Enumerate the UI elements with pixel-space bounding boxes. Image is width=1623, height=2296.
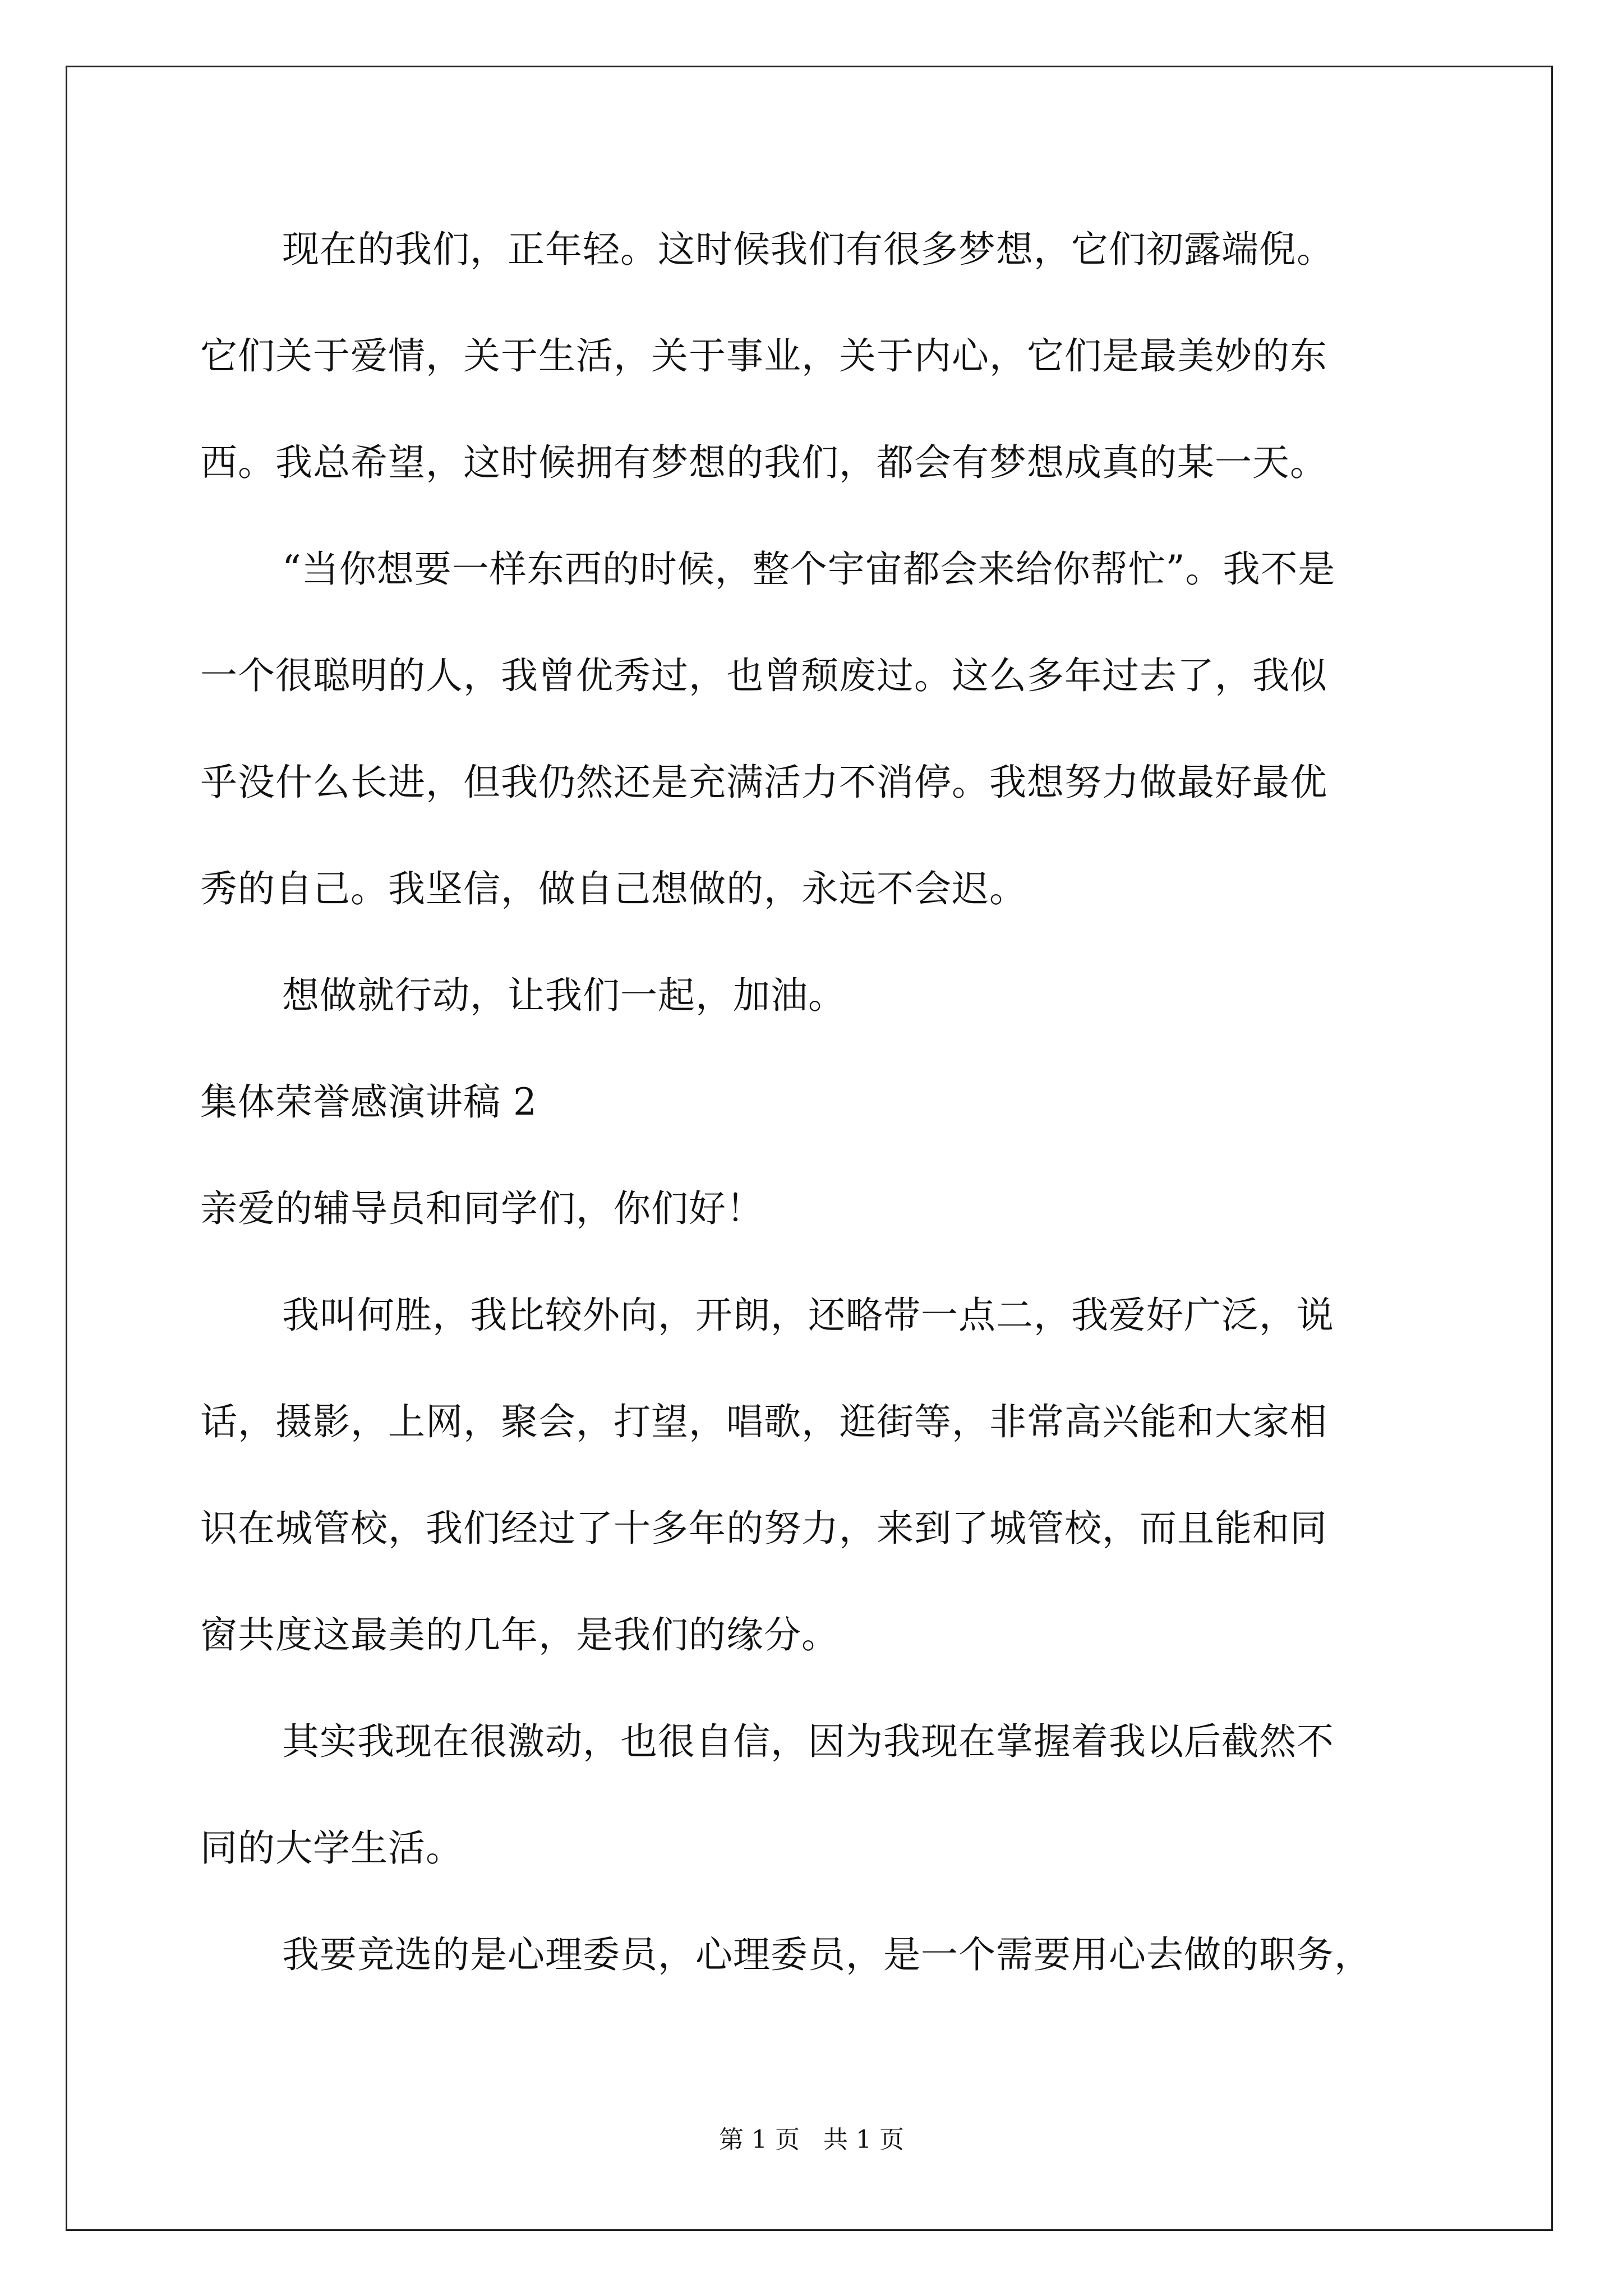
text-line: 秀的自己。我坚信，做自己想做的，永远不会迟。 (200, 867, 1027, 910)
text-line: 我要竞选的是心理委员，心理委员，是一个需要用心去做的职务， (282, 1933, 1372, 1976)
text-line: 西。我总希望，这时候拥有梦想的我们，都会有梦想成真的某一天。 (200, 441, 1327, 484)
section-heading: 集体荣誉感演讲稿 2 (200, 1080, 537, 1124)
text-line: 一个很聪明的人，我曾优秀过，也曾颓废过。这么多年过去了，我似 (200, 654, 1327, 697)
text-line: 想做就行动，让我们一起，加油。 (282, 974, 846, 1017)
text-line: 它们关于爱情，关于生活，关于事业，关于内心，它们是最美妙的东 (200, 334, 1327, 378)
salutation: 亲爱的辅导员和同学们，你们好！ (200, 1187, 764, 1230)
text-line: 我叫何胜，我比较外向，开朗，还略带一点二，我爱好广泛，说 (282, 1294, 1334, 1337)
text-line: 话，摄影，上网，聚会，打望，唱歌，逛街等，非常高兴能和大家相 (200, 1400, 1327, 1443)
page-border (66, 66, 1553, 2231)
text-line: “当你想要一样东西的时候，整个宇宙都会来给你帮忙”。我不是 (282, 547, 1336, 591)
page-footer: 第 1 页 共 1 页 (719, 2125, 904, 2154)
text-line: 窗共度这最美的几年，是我们的缘分。 (200, 1613, 839, 1657)
text-line: 现在的我们，正年轻。这时候我们有很多梦想，它们初露端倪。 (282, 228, 1334, 271)
text-line: 识在城管校，我们经过了十多年的努力，来到了城管校，而且能和同 (200, 1507, 1327, 1550)
text-line: 其实我现在很激动，也很自信，因为我现在掌握着我以后截然不 (282, 1720, 1334, 1763)
text-line: 同的大学生活。 (200, 1826, 463, 1870)
text-line: 乎没什么长进，但我仍然还是充满活力不消停。我想努力做最好最优 (200, 761, 1327, 804)
